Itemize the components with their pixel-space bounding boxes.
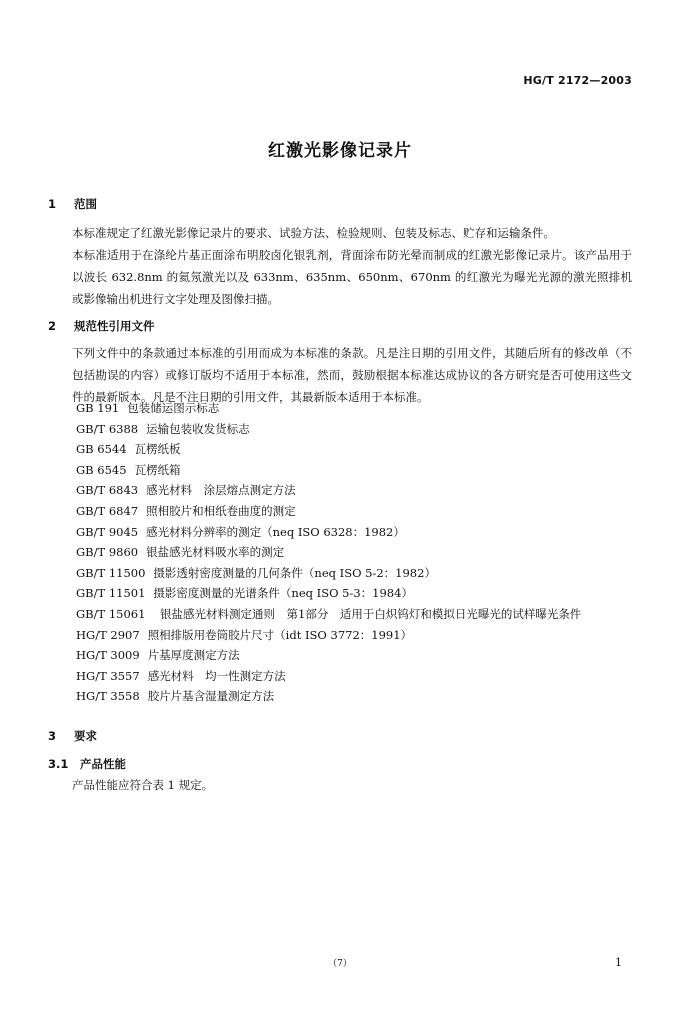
reference-title: 摄影密度测量的光谱条件（neq ISO 5-3：1984）	[153, 586, 413, 601]
reference-title: 感光材料 均一性测定方法	[147, 668, 286, 683]
reference-item	[76, 480, 636, 501]
section-number: 2	[48, 319, 57, 333]
page-number: 1	[615, 956, 622, 969]
section-title: 范围	[74, 197, 97, 211]
section-3-1-heading	[48, 756, 126, 772]
section-number: 1	[48, 197, 57, 211]
standard-code: HG/T 2172—2003	[523, 74, 632, 87]
reference-code: GB/T 6388	[76, 421, 139, 436]
paragraph: 本标准适用于在涤纶片基正面涂布明胶卤化银乳剂，背面涂布防光晕而制成的红激光影像记录片。该产品用于以波长 632.8nm 的氦氖激光以及 633nm、635nm、650nm、670nm 的红激光为曝光光源的激光照排机或影像输出机进行文字处理及图像扫描。	[72, 248, 632, 306]
reference-item	[76, 625, 636, 646]
reference-item	[76, 501, 636, 522]
paragraph: 本标准规定了红激光影像记录片的要求、试验方法、检验规则、包装及标志、贮存和运输条件。	[72, 226, 555, 240]
reference-title: 胶片片基含湿量测定方法	[147, 689, 275, 704]
reference-item	[76, 398, 636, 419]
reference-item	[76, 563, 636, 584]
reference-code: HG/T 3009	[76, 648, 140, 663]
reference-item	[76, 419, 636, 440]
reference-code: GB/T 6847	[76, 503, 139, 518]
reference-code: GB/T 15061	[76, 606, 146, 621]
reference-code: GB 191	[76, 401, 120, 415]
reference-title: 照相胶片和相纸卷曲度的测定	[146, 503, 296, 518]
reference-code: GB/T 9045	[76, 524, 139, 539]
section-title: 产品性能	[80, 757, 126, 771]
reference-item	[76, 522, 636, 543]
reference-title: 感光材料 涂层熔点测定方法	[146, 483, 296, 498]
reference-title: 包装储运图示标志	[127, 401, 220, 415]
reference-title: 银盐感光材料吸水率的测定	[146, 545, 285, 560]
section-3-heading	[48, 728, 97, 744]
section-2-heading	[48, 318, 155, 334]
reference-item	[76, 542, 636, 563]
reference-code: GB/T 9860	[76, 545, 139, 560]
reference-code: HG/T 3557	[76, 668, 140, 683]
reference-code: GB/T 11501	[76, 586, 146, 601]
reference-code: HG/T 2907	[76, 627, 140, 642]
reference-code: HG/T 3558	[76, 689, 140, 704]
reference-code: GB/T 11500	[76, 565, 146, 580]
reference-title: 片基厚度测定方法	[147, 648, 240, 663]
section-number: 3.1	[48, 757, 69, 771]
reference-title: 瓦楞纸箱	[134, 462, 181, 477]
footer-mark: （7）	[328, 959, 352, 969]
reference-item	[76, 604, 636, 625]
reference-title: 瓦楞纸板	[134, 442, 181, 457]
reference-title: 银盐感光材料测定通则 第1部分 适用于白炽钨灯和模拟日光曝光的试样曝光条件	[160, 606, 582, 621]
reference-item	[76, 666, 636, 687]
section-1-heading	[48, 196, 97, 212]
paragraph: 产品性能应符合表 1 规定。	[72, 778, 214, 792]
reference-code: GB 6544	[76, 442, 127, 457]
document-title: 红激光影像记录片	[268, 141, 412, 161]
section-3-1-body	[48, 774, 632, 796]
paragraph: 下列文件中的条款通过本标准的引用而成为本标准的条款。凡是注日期的引用文件，其随后所有的修改单（不包括勘误的内容）或修订版均不适用于本标准，然而，鼓励根据本标准达成协议的各方研究是否可使用这些文件的最新版本。凡是不注日期的引用文件，其最新版本适用于本标准。	[72, 346, 632, 404]
reference-title: 摄影透射密度测量的几何条件（neq ISO 5-2：1982）	[153, 565, 436, 580]
section-number: 3	[48, 729, 57, 743]
reference-title: 运输包装收发货标志	[146, 421, 250, 436]
reference-item	[76, 686, 636, 707]
reference-item	[76, 460, 636, 481]
reference-item	[76, 645, 636, 666]
reference-list	[76, 398, 636, 707]
reference-item	[76, 439, 636, 460]
reference-code: GB/T 6843	[76, 483, 139, 498]
section-title: 规范性引用文件	[74, 319, 155, 333]
reference-item	[76, 583, 636, 604]
section-title: 要求	[74, 729, 97, 743]
reference-title: 照相排版用卷筒胶片尺寸（idt ISO 3772：1991）	[147, 627, 413, 642]
reference-code: GB 6545	[76, 462, 127, 477]
section-1-body	[48, 222, 632, 310]
reference-title: 感光材料分辨率的测定（neq ISO 6328：1982）	[146, 524, 405, 539]
